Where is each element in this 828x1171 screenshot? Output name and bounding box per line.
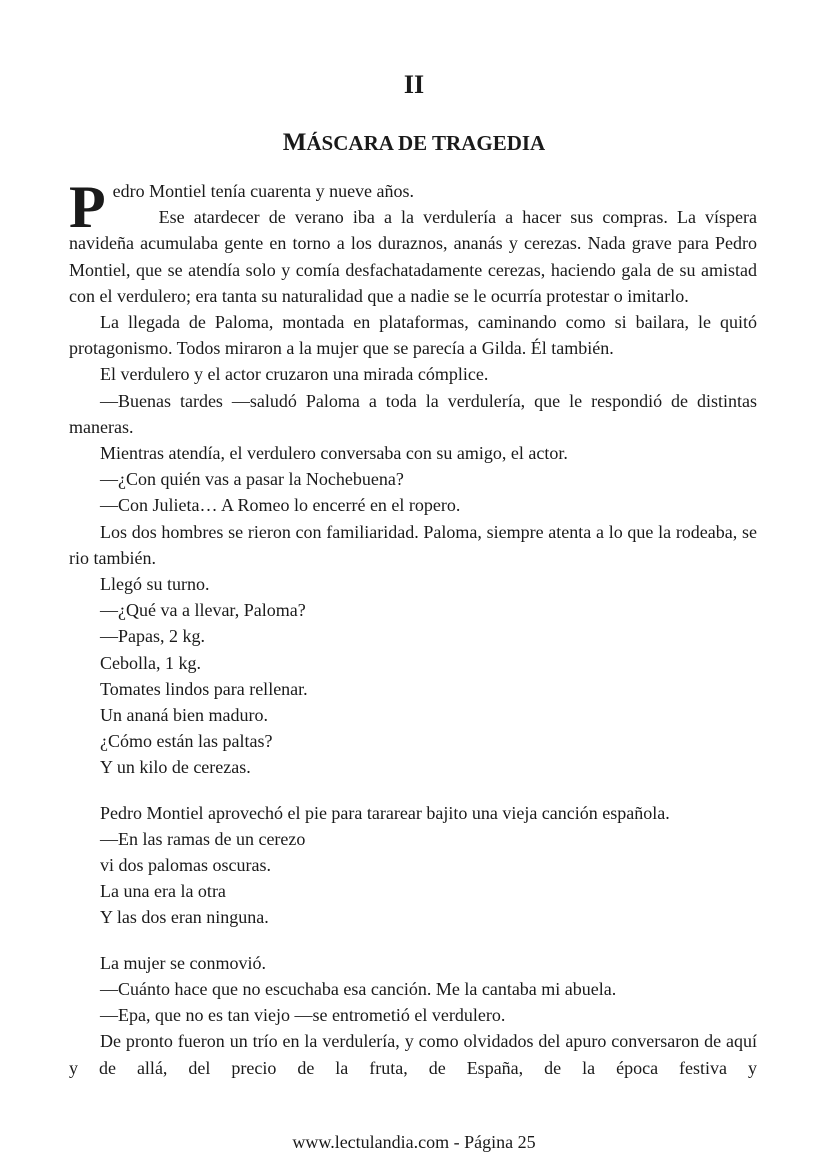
- shopping-list-item: Y un kilo de cerezas.: [100, 757, 251, 778]
- paragraph: De pronto fueron un trío en la verdulería, y como olvidados del apuro conversaron de aquí y de allá, del precio de la fruta, de España, de la época festiva y: [69, 1031, 757, 1078]
- dialogue-line: —Buenas tardes —saludó Paloma a toda la verdulería, que le respondió de distintas maneras.: [69, 390, 757, 437]
- shopping-list-item: Tomates lindos para rellenar.: [100, 678, 308, 699]
- shopping-list-item: Un ananá bien maduro.: [100, 705, 268, 726]
- paragraph: Pedro Montiel aprovechó el pie para tararear bajito una vieja canción española.: [100, 802, 670, 823]
- song-verse: Y las dos eran ninguna.: [100, 907, 269, 928]
- chapter-number: II: [403, 70, 425, 99]
- chapter-title: [0, 128, 828, 158]
- dialogue-line: —¿Con quién vas a pasar la Nochebuena?: [100, 469, 404, 490]
- paragraph: El verdulero y el actor cruzaron una mirada cómplice.: [100, 364, 489, 385]
- drop-cap: P: [69, 174, 106, 240]
- dialogue-line: —Epa, que no es tan viejo —se entrometió el verdulero.: [100, 1005, 506, 1026]
- song-verse: La una era la otra: [100, 881, 226, 902]
- paragraph: La mujer se conmovió.: [100, 952, 266, 973]
- paragraph: [69, 204, 757, 309]
- opening-line: edro Montiel tenía cuarenta y nueve años.: [112, 181, 415, 201]
- chapter-title-rest: ÁSCARA DE TRAGEDIA: [306, 131, 546, 155]
- chapter-body: [69, 174, 757, 1081]
- page-footer: www.lectulandia.com - Página 25: [292, 1132, 536, 1152]
- song-verse: vi dos palomas oscuras.: [100, 855, 271, 876]
- paragraph: Los dos hombres se rieron con familiaridad. Paloma, siempre atenta a lo que la rodeaba, se rio también.: [69, 521, 757, 568]
- shopping-list-item: Cebolla, 1 kg.: [100, 652, 201, 673]
- paragraph: Llegó su turno.: [100, 574, 210, 595]
- paragraph-text: Ese atardecer de verano iba a la verdulería a hacer sus compras. La víspera navideña acumulaba gente en torno a los duraznos, ananás y cerezas. Nada grave para Pedro Montiel, que se atendía solo y comía desfachatadamente cerezas, haciendo gala de su amistad con el verdulero; era tanta su naturalidad que a nadie se le ocurría protestar o imitarlo.: [69, 207, 757, 306]
- paragraph: La llegada de Paloma, montada en plataformas, caminando como si bailara, le quitó protagonismo. Todos miraron a la mujer que se parecía a Gilda. Él también.: [69, 312, 757, 359]
- paragraph: Mientras atendía, el verdulero conversaba con su amigo, el actor.: [100, 443, 568, 464]
- dialogue-line: —Papas, 2 kg.: [100, 626, 205, 647]
- dialogue-line: —Con Julieta… A Romeo lo encerré en el ropero.: [100, 495, 461, 516]
- chapter-title-initial: M: [282, 129, 307, 156]
- shopping-list-item: ¿Cómo están las paltas?: [100, 731, 273, 752]
- song-verse: —En las ramas de un cerezo: [100, 828, 306, 849]
- opening-paragraph: [69, 174, 757, 240]
- dialogue-line: —Cuánto hace que no escuchaba esa canción. Me la cantaba mi abuela.: [100, 978, 617, 999]
- dialogue-line: —¿Qué va a llevar, Paloma?: [100, 600, 306, 621]
